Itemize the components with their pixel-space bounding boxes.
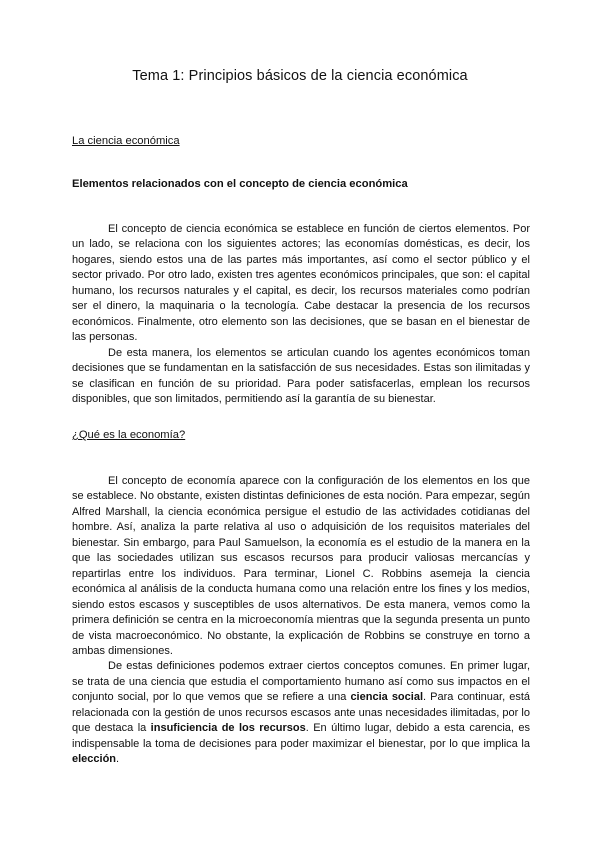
- section2-paragraph-2: [72, 659, 530, 767]
- section1-paragraph-2: De esta manera, los elementos se articulan cuando los agentes económicos toman decisiones que se fundamentan en la satisfacción de sus necesidades. Estas son ilimitadas y se clasifican en función de su prioridad. Para poder satisfacerlas, emplean los recursos disponibles, que son limitados, permitiendo así la garantía de su bienestar.: [72, 346, 530, 405]
- section2-p2-text-1: De estas definiciones podemos extraer ciertos conceptos comunes. En primer lugar, se trata de una ciencia que estudia el comportamiento humano así como sus impactos en el conjunto social, por lo que vemos que se refiere a una: [72, 660, 530, 704]
- document-title: Tema 1: Principios básicos de la ciencia económica: [132, 68, 468, 84]
- section2-p2-text-4: .: [116, 753, 120, 766]
- section-heading-ciencia-economica: La ciencia económica: [72, 135, 180, 147]
- section2-p2-text-3: . En último lugar, debido a esta carencia, es indispensable la toma de decisiones para poder maximizar el bienestar, por lo que implica la: [72, 722, 530, 750]
- bold-insuficiencia-recursos: insuficiencia de los recursos: [150, 722, 306, 735]
- section1-paragraph-1: El concepto de ciencia económica se establece en función de ciertos elementos. Por un lado, se relaciona con los siguientes actores; las economías domésticas, es decir, los hogares, siendo estos una de las partes más importantes, así como el sector público y el sector privado. Por otro lado, existen tres agentes económicos principales, que son: el capital humano, los recursos naturales y el capital, es decir, los recursos materiales como podrían ser el dinero, la maquinaria o la tecnología. Cabe destacar la presencia de los recursos económicos. Finalmente, otro elemento son las decisiones, que se basan en el bienestar de las personas.: [72, 223, 530, 344]
- sub-heading-elementos: Elementos relacionados con el concepto de ciencia económica: [72, 178, 408, 190]
- bold-ciencia-social: ciencia social: [350, 691, 423, 704]
- section2-paragraph-1: El concepto de economía aparece con la configuración de los elementos en los que se establece. No obstante, existen distintas definiciones de esta noción. Para empezar, según Alfred Marshall, la ciencia económica persigue el estudio de las actividades cotidianas del hombre. Así, analiza la parte relativa al uso o adquisición de los requisitos materiales del bienestar. Sin embargo, para Paul Samuelson, la economía es el estudio de la manera en la que las sociedades utilizan sus escasos recursos para producir valiosas mercancías y repartirlas entre los individuos. Para terminar, Lionel C. Robbins asemeja la ciencia económica al análisis de la conducta humana como una relación entre los fines y los medios, siendo estos escasos y susceptibles de usos alternativos. De esta manera, vemos como la primera definición se centra en la microeconomía mientras que la segunda presenta un punto de vista macroeconómico. No obstante, la explicación de Robbins se construye en torno a ambas dimensiones.: [72, 475, 531, 657]
- bold-eleccion: elección: [72, 753, 117, 766]
- section2-p2-text-2: . Para continuar, está relacionada con la gestión de unos recursos escasos ante unas necesidades ilimitadas, por lo que destaca la: [72, 691, 531, 735]
- section2-body: [72, 474, 530, 768]
- section-heading-que-es-la-economia: ¿Qué es la economía?: [72, 429, 186, 441]
- section1-body: [72, 222, 530, 407]
